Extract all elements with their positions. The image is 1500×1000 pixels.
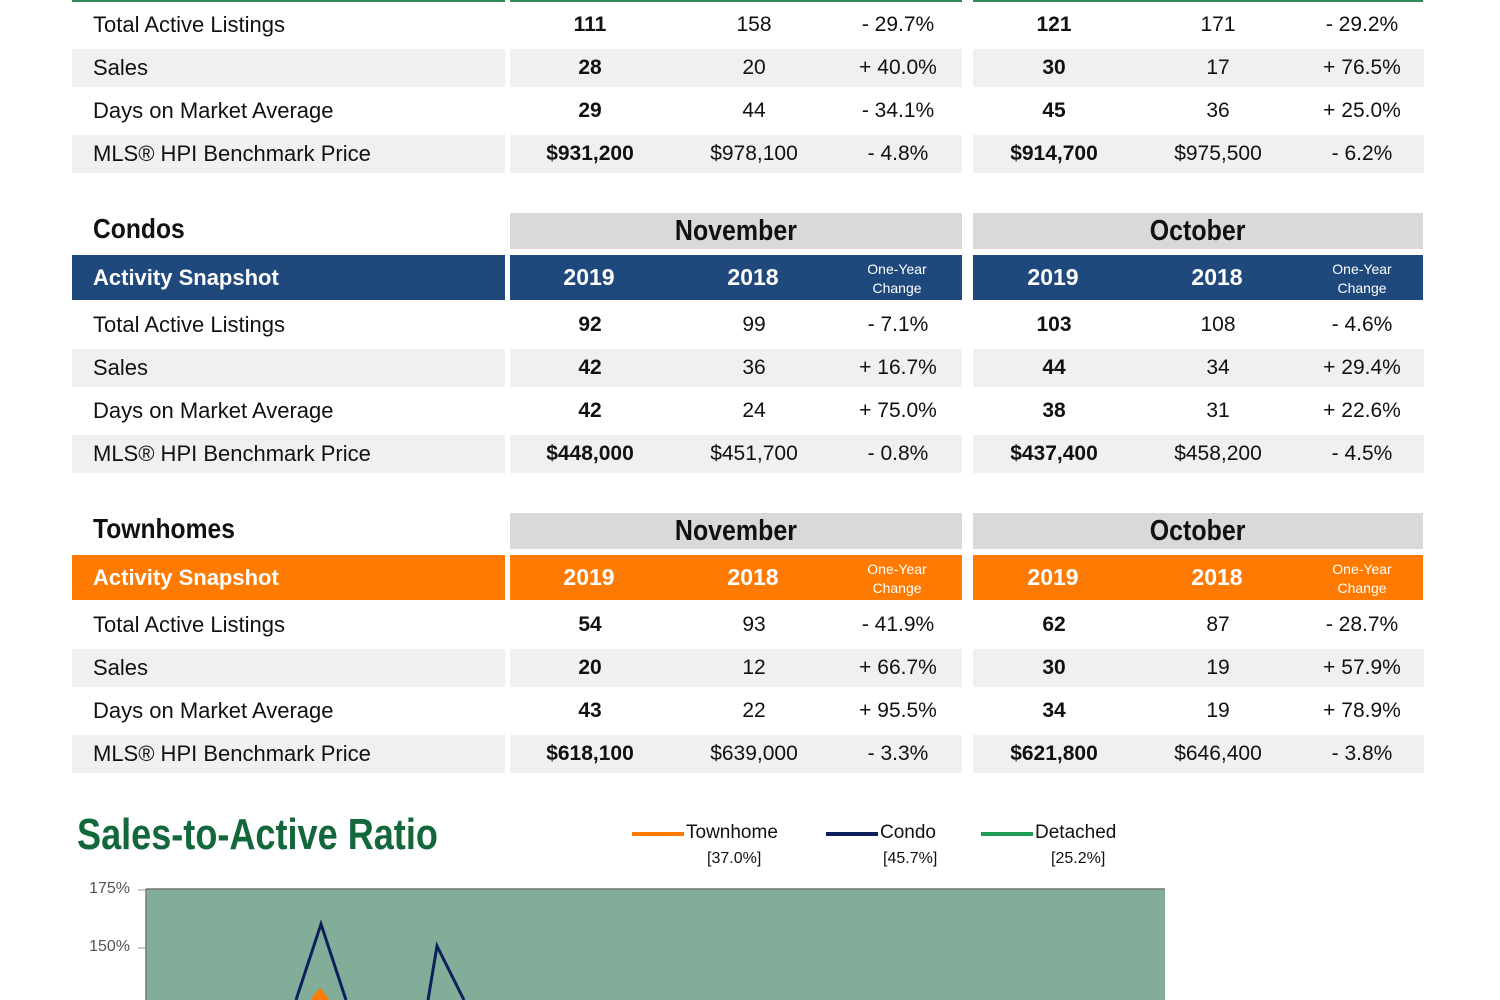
header-label: Activity Snapshot [93, 565, 279, 590]
oct-change-value: - 4.5% [1331, 442, 1393, 465]
oct-2019-value: 30 [1042, 656, 1066, 679]
oct-2019-value: $621,800 [1010, 742, 1098, 765]
nov-2018-value: 99 [742, 313, 766, 336]
nov-change-value: - 3.3% [867, 742, 929, 765]
oct-2019-value: $914,700 [1010, 142, 1098, 165]
nov-change-value: + 75.0% [859, 399, 937, 422]
one-year-change-label: One-Year Change [867, 261, 927, 296]
nov-2019-value: 29 [578, 99, 602, 122]
nov-2018-value: 44 [742, 99, 766, 122]
row-label: Sales [93, 655, 149, 680]
year-2018: 2018 [1191, 564, 1243, 590]
row-label: Days on Market Average [93, 698, 334, 723]
oct-2018-value: 19 [1206, 656, 1230, 679]
nov-2019-value: $931,200 [546, 142, 634, 165]
nov-2019-value: 42 [578, 356, 602, 379]
nov-2018-value: 158 [736, 13, 772, 36]
oct-2018-value: $458,200 [1174, 442, 1262, 465]
oct-2018-value: 31 [1206, 399, 1230, 422]
one-year-change-label: One-Year Change [867, 561, 927, 596]
nov-2019-value: 92 [578, 313, 602, 336]
nov-change-value: - 41.9% [861, 613, 935, 636]
oct-2019-value: 45 [1042, 99, 1066, 122]
nov-change-value: + 40.0% [859, 56, 937, 79]
nov-2018-value: 12 [742, 656, 766, 679]
nov-change-value: - 0.8% [867, 442, 929, 465]
nov-2018-value: $978,100 [710, 142, 798, 165]
nov-2019-value: $618,100 [546, 742, 634, 765]
year-2018: 2018 [727, 264, 779, 290]
plot-area [146, 889, 1165, 1000]
nov-2019-value: 54 [578, 613, 602, 636]
oct-change-value: + 76.5% [1323, 56, 1401, 79]
year-2019: 2019 [1027, 564, 1079, 590]
row-label: Total Active Listings [93, 612, 285, 637]
nov-change-value: - 7.1% [867, 313, 929, 336]
nov-2019-value: 111 [573, 13, 607, 36]
month-header-october: October [973, 513, 1423, 549]
row-label: Total Active Listings [93, 12, 285, 37]
legend-value-townhome: [37.0%] [707, 850, 762, 867]
nov-2018-value: 24 [742, 399, 766, 422]
oct-2019-value: $437,400 [1010, 442, 1098, 465]
legend-value-condo: [45.7%] [883, 850, 938, 867]
nov-change-value: - 4.8% [867, 142, 929, 165]
nov-change-value: - 29.7% [861, 13, 935, 36]
header-label: Activity Snapshot [93, 265, 279, 290]
oct-change-value: + 29.4% [1323, 356, 1401, 379]
nov-2018-value: 22 [742, 699, 766, 722]
row-label: Total Active Listings [93, 312, 285, 337]
section-title: Townhomes [93, 513, 235, 544]
nov-2019-value: 28 [578, 56, 602, 79]
nov-2019-value: 20 [578, 656, 602, 679]
nov-change-value: + 16.7% [859, 356, 937, 379]
oct-2018-value: $975,500 [1174, 142, 1262, 165]
nov-change-value: - 34.1% [861, 99, 935, 122]
month-header-october: October [973, 213, 1423, 249]
oct-2018-value: 34 [1206, 356, 1230, 379]
oct-change-value: - 4.6% [1331, 313, 1393, 336]
nov-2018-value: 36 [742, 356, 766, 379]
oct-2019-value: 38 [1042, 399, 1066, 422]
year-2018: 2018 [1191, 264, 1243, 290]
year-2019: 2019 [563, 264, 615, 290]
legend-label-detached: Detached [1035, 822, 1117, 843]
oct-change-value: + 22.6% [1323, 399, 1401, 422]
year-2018: 2018 [727, 564, 779, 590]
oct-2019-value: 30 [1042, 56, 1066, 79]
nov-change-value: + 95.5% [859, 699, 937, 722]
section-title: Condos [93, 213, 185, 244]
oct-change-value: + 57.9% [1323, 656, 1401, 679]
legend-label-condo: Condo [880, 822, 936, 843]
nov-2018-value: $639,000 [710, 742, 798, 765]
legend-label-townhome: Townhome [686, 822, 778, 843]
oct-2019-value: 34 [1042, 699, 1066, 722]
row-label: MLS® HPI Benchmark Price [93, 741, 371, 766]
oct-2019-value: 103 [1036, 313, 1072, 336]
oct-change-value: - 3.8% [1331, 742, 1393, 765]
one-year-change-label: One-Year Change [1332, 261, 1392, 296]
oct-2018-value: 19 [1206, 699, 1230, 722]
oct-change-value: + 78.9% [1323, 699, 1401, 722]
one-year-change-label: One-Year Change [1332, 561, 1392, 596]
nov-2018-value: $451,700 [710, 442, 798, 465]
row-label: MLS® HPI Benchmark Price [93, 141, 371, 166]
row-label: Days on Market Average [93, 398, 334, 423]
nov-2019-value: $448,000 [546, 442, 634, 465]
oct-2019-value: 121 [1036, 13, 1072, 36]
nov-2019-value: 43 [578, 699, 602, 722]
row-label: Days on Market Average [93, 98, 334, 123]
year-2019: 2019 [563, 564, 615, 590]
row-label: MLS® HPI Benchmark Price [93, 441, 371, 466]
legend-value-detached: [25.2%] [1051, 850, 1106, 867]
month-header-november: November [510, 213, 962, 249]
oct-2018-value: 87 [1206, 613, 1230, 636]
chart-title: Sales-to-Active Ratio [77, 810, 438, 859]
oct-2019-value: 44 [1042, 356, 1066, 379]
nov-2018-value: 93 [742, 613, 766, 636]
oct-change-value: + 25.0% [1323, 99, 1401, 122]
nov-change-value: + 66.7% [859, 656, 937, 679]
oct-change-value: - 29.2% [1325, 13, 1399, 36]
y-tick-150: 150% [89, 938, 130, 955]
month-header-november: November [510, 513, 962, 549]
nov-2018-value: 20 [742, 56, 766, 79]
oct-2018-value: 36 [1206, 99, 1230, 122]
oct-change-value: - 28.7% [1325, 613, 1399, 636]
nov-2019-value: 42 [578, 399, 602, 422]
year-2019: 2019 [1027, 264, 1079, 290]
row-label: Sales [93, 55, 149, 80]
oct-2019-value: 62 [1042, 613, 1066, 636]
oct-2018-value: $646,400 [1174, 742, 1262, 765]
y-tick-175: 175% [89, 880, 130, 897]
row-label: Sales [93, 355, 149, 380]
oct-2018-value: 171 [1200, 13, 1236, 36]
oct-2018-value: 108 [1200, 313, 1236, 336]
oct-change-value: - 6.2% [1331, 142, 1393, 165]
oct-2018-value: 17 [1206, 56, 1230, 79]
